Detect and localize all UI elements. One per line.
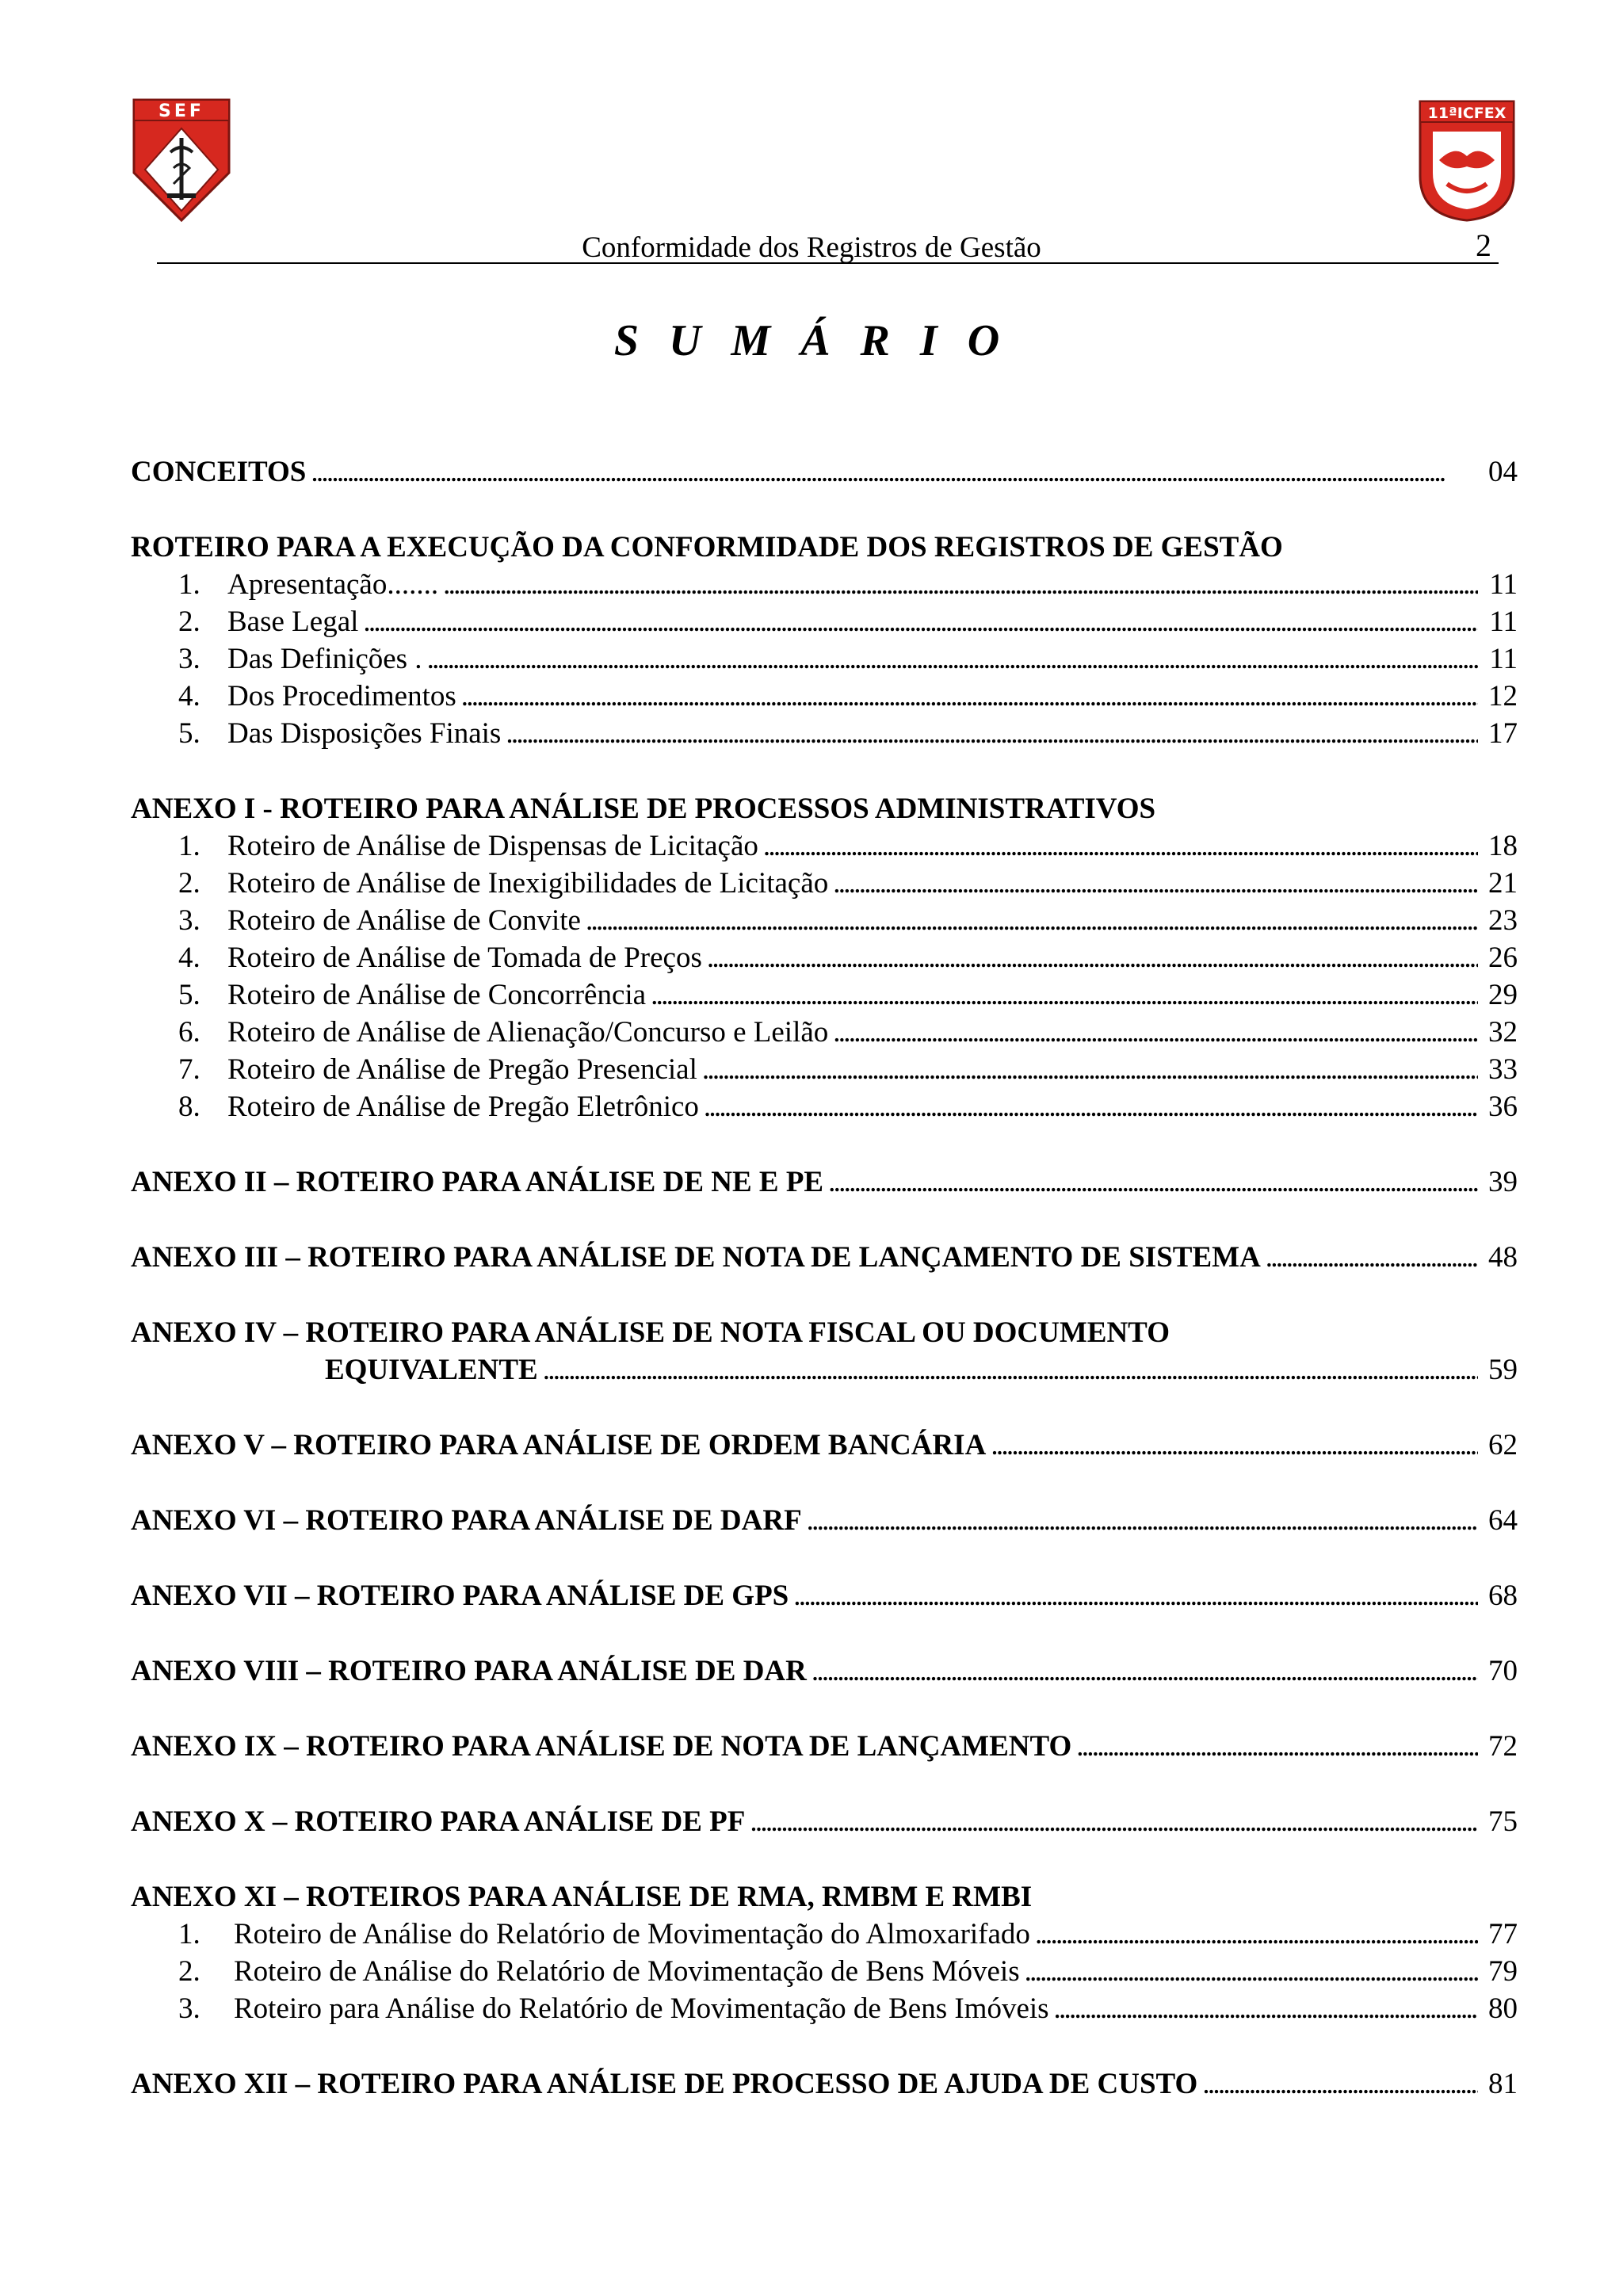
toc-entry-label: Apresentação....... [227,568,439,601]
dot-leader [812,1653,1478,1690]
toc-entry-page: 18 [1488,830,1518,862]
document-title: S U M Á R I O [613,316,1010,365]
toc-entry-procedimentos[interactable] [178,678,1518,715]
toc-entry-label: ANEXO X – ROTEIRO PARA ANÁLISE DE PF [131,1805,746,1838]
icfex-logo-text: 11ªICFEX [1427,105,1507,122]
toc-entry-page: 80 [1488,1992,1518,2025]
dot-leader [461,678,1478,715]
toc-entry-page: 39 [1488,1166,1518,1198]
item-number: 5. [178,979,200,1011]
item-number: 1. [178,568,200,601]
dot-leader [807,1503,1478,1539]
dot-leader [833,1014,1478,1051]
dot-leader [443,567,1478,603]
item-number: 3. [178,904,200,937]
toc-entry-anexo-i-4[interactable] [178,940,1518,976]
sef-logo [131,97,232,223]
toc-entry-label: Roteiro de Análise de Convite [227,904,581,937]
toc-entry-anexo-viii[interactable] [131,1653,1518,1690]
toc-entry-page: 26 [1488,942,1518,974]
toc-entry-page: 70 [1488,1655,1518,1687]
icfex-logo [1415,97,1518,223]
toc-entry-label: Roteiro de Análise de Dispensas de Licitação [227,830,758,862]
toc-entry-anexo-i-1[interactable] [178,828,1518,865]
dot-leader [833,865,1478,902]
item-number: 2. [178,606,200,638]
toc-entry-anexo-ix[interactable] [131,1729,1518,1765]
item-number: 3. [178,643,200,675]
dot-leader [704,1089,1478,1125]
toc-entry-page: 36 [1488,1091,1518,1123]
dot-leader [1266,1240,1478,1276]
toc-entry-page: 48 [1488,1241,1518,1274]
header-title: Conformidade dos Registros de Gestão [582,231,1041,264]
item-number: 8. [178,1091,200,1123]
toc-entry-page: 11 [1489,606,1518,638]
item-number: 7. [178,1053,200,1086]
toc-entry-page: 17 [1488,717,1518,750]
toc-entry-page: 64 [1488,1504,1518,1537]
toc-entry-apresentacao[interactable] [178,567,1518,603]
toc-entry-label: Roteiro de Análise do Relatório de Movimentação de Bens Móveis [234,1955,1020,1988]
item-number: 1. [178,1918,200,1950]
toc-entry-label: Roteiro de Análise de Tomada de Preços [227,942,702,974]
dot-leader [1076,1729,1478,1765]
toc-entry-page: 77 [1488,1918,1518,1950]
toc-entry-base-legal[interactable] [178,604,1518,640]
toc-entry-anexo-vii[interactable] [131,1578,1518,1614]
toc-entry-label: Roteiro de Análise de Concorrência [227,979,647,1011]
dot-leader [1202,2066,1478,2103]
toc-entry-anexo-i-3[interactable] [178,903,1518,939]
toc-entry-page: 23 [1488,904,1518,937]
toc-entry-anexo-xi-3[interactable] [178,1991,1518,2027]
dot-leader [311,454,1478,491]
toc-entry-page: 29 [1488,979,1518,1011]
item-number: 4. [178,942,200,974]
item-number: 1. [178,830,200,862]
toc-entry-page: 72 [1488,1730,1518,1763]
item-number: 2. [178,1955,200,1988]
toc-entry-label: ANEXO XII – ROTEIRO PARA ANÁLISE DE PROCESSO DE AJUDA DE CUSTO [131,2068,1198,2100]
toc-entry-label: ANEXO V – ROTEIRO PARA ANÁLISE DE ORDEM BANCÁRIA [131,1429,987,1461]
dot-leader [1035,1916,1478,1953]
item-number: 3. [178,1992,200,2025]
toc-entry-page: 62 [1488,1429,1518,1461]
toc-entry-page: 04 [1488,456,1518,488]
toc-entry-label: Das Definições . [227,643,422,675]
toc-entry-label: Roteiro de Análise do Relatório de Movimentação do Almoxarifado [234,1918,1030,1950]
toc-entry-conceitos[interactable] [131,454,1518,491]
toc-entry-definicoes[interactable] [178,641,1518,678]
toc-entry-label: Roteiro de Análise de Inexigibilidades de Licitação [227,867,829,900]
dot-leader [543,1352,1478,1389]
item-number: 6. [178,1016,200,1049]
dot-leader [991,1427,1478,1464]
toc-entry-label: Das Disposições Finais [227,717,502,750]
dot-leader [793,1578,1478,1614]
toc-entry-page: 59 [1488,1354,1518,1386]
toc-entry-label: Roteiro de Análise de Pregão Eletrônico [227,1091,699,1123]
toc-entry-label: ANEXO VII – ROTEIRO PARA ANÁLISE DE GPS [131,1580,789,1612]
toc-entry-page: 79 [1488,1955,1518,1988]
toc-entry-anexo-i-6[interactable] [178,1014,1518,1051]
toc-entry-anexo-xii[interactable] [131,2066,1518,2103]
item-number: 2. [178,867,200,900]
toc-entry-anexo-i-7[interactable] [178,1052,1518,1088]
toc-entry-anexo-ii[interactable] [131,1164,1518,1201]
toc-entry-label: ANEXO VI – ROTEIRO PARA ANÁLISE DE DARF [131,1504,802,1537]
toc-entry-anexo-iv-line1[interactable]: ANEXO IV – ROTEIRO PARA ANÁLISE DE NOTA FISCAL OU DOCUMENTO [131,1316,1170,1349]
toc-entry-label: Roteiro para Análise do Relatório de Movimentação de Bens Imóveis [234,1992,1049,2025]
dot-leader [1054,1991,1478,2027]
dot-leader [707,940,1478,976]
toc-entry-label: Roteiro de Análise de Alienação/Concurso e Leilão [227,1016,829,1049]
toc-entry-label: EQUIVALENTE [325,1354,538,1386]
toc-entry-label: ANEXO II – ROTEIRO PARA ANÁLISE DE NE E PE [131,1166,824,1198]
dot-leader [651,977,1478,1014]
toc-entry-anexo-v[interactable] [131,1427,1518,1464]
toc-entry-anexo-i-8[interactable] [178,1089,1518,1125]
header-rule [157,262,1499,264]
toc-heading-anexo-i[interactable]: ANEXO I - ROTEIRO PARA ANÁLISE DE PROCESSOS ADMINISTRATIVOS [131,793,1156,825]
toc-entry-label: ANEXO III – ROTEIRO PARA ANÁLISE DE NOTA DE LANÇAMENTO DE SISTEMA [131,1241,1261,1274]
dot-leader [586,903,1478,939]
toc-entry-page: 12 [1488,680,1518,712]
toc-entry-label: Dos Procedimentos [227,680,456,712]
toc-entry-anexo-xi-1[interactable] [178,1916,1518,1953]
item-number: 5. [178,717,200,750]
dot-leader [506,716,1478,752]
dot-leader [1025,1954,1478,1990]
toc-entry-page: 68 [1488,1580,1518,1612]
toc-entry-disposicoes-finais[interactable] [178,716,1518,752]
toc-entry-anexo-iii[interactable] [131,1240,1518,1276]
toc-entry-page: 81 [1488,2068,1518,2100]
dot-leader [828,1164,1478,1201]
toc-entry-label: Base Legal [227,606,359,638]
dot-leader [427,641,1478,678]
dot-leader [763,828,1478,865]
toc-entry-anexo-i-2[interactable] [178,865,1518,902]
toc-entry-label: ANEXO IX – ROTEIRO PARA ANÁLISE DE NOTA DE LANÇAMENTO [131,1730,1072,1763]
toc-entry-anexo-iv[interactable] [325,1352,1518,1389]
toc-entry-label: Roteiro de Análise de Pregão Presencial [227,1053,697,1086]
toc-entry-label: ANEXO VIII – ROTEIRO PARA ANÁLISE DE DAR [131,1655,807,1687]
toc-entry-anexo-x[interactable] [131,1804,1518,1840]
toc-entry-page: 33 [1488,1053,1518,1086]
toc-heading-roteiro[interactable]: ROTEIRO PARA A EXECUÇÃO DA CONFORMIDADE DOS REGISTROS DE GESTÃO [131,531,1283,563]
item-number: 4. [178,680,200,712]
toc-entry-label: CONCEITOS [131,456,307,488]
toc-entry-page: 11 [1489,643,1518,675]
dot-leader [750,1804,1478,1840]
toc-heading-anexo-xi[interactable]: ANEXO XI – ROTEIROS PARA ANÁLISE DE RMA, RMBM E RMBI [131,1881,1033,1913]
header-page-number: 2 [1476,227,1491,263]
toc-entry-page: 11 [1489,568,1518,601]
toc-entry-page: 32 [1488,1016,1518,1049]
dot-leader [363,604,1478,640]
sef-logo-text: SEF [158,101,204,121]
toc-entry-page: 75 [1488,1805,1518,1838]
toc-entry-anexo-xi-2[interactable] [178,1954,1518,1990]
toc-entry-anexo-i-5[interactable] [178,977,1518,1014]
toc-entry-page: 21 [1488,867,1518,900]
dot-leader [702,1052,1478,1088]
toc-entry-anexo-vi[interactable] [131,1503,1518,1539]
